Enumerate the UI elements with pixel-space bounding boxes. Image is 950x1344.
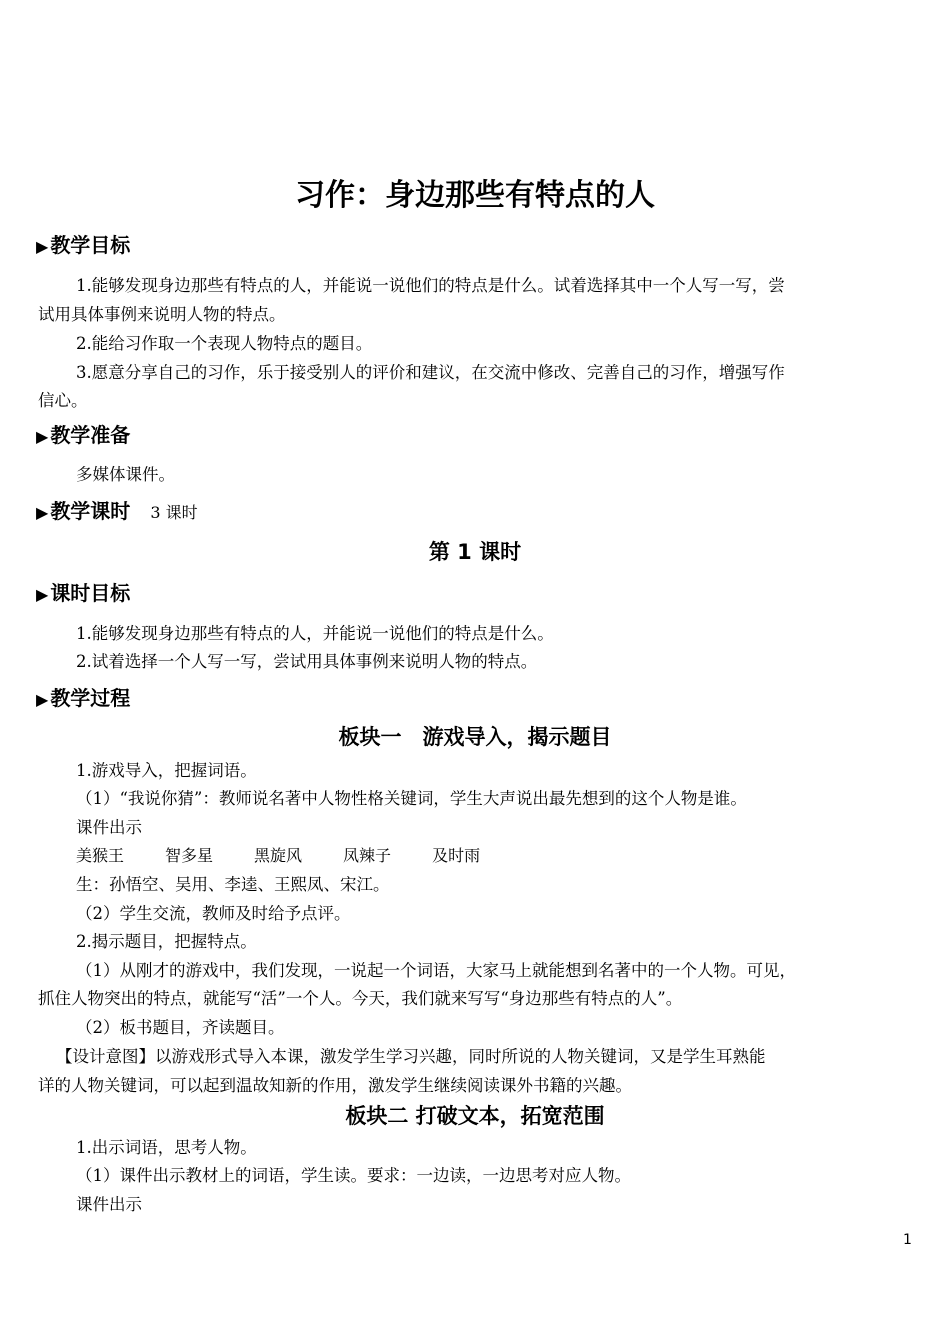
triangle-icon: ▶ bbox=[36, 427, 49, 446]
design-intent-line-1: 【设计意图】以游戏形式导入本课，激发学生学习兴趣，同时所说的人物关键词，又是学生耳熟能 bbox=[56, 1047, 766, 1066]
goal-line-2: 试用具体事例来说明人物的特点。 bbox=[38, 305, 286, 324]
keyword-item: 及时雨 bbox=[432, 846, 481, 865]
block2-line-3: 课件出示 bbox=[76, 1195, 142, 1214]
keyword-item: 美猴王 bbox=[76, 846, 125, 865]
block2-line-2: （1）课件出示教材上的词语，学生读。要求：一边读，一边思考对应人物。 bbox=[76, 1166, 631, 1185]
keyword-item: 智多星 bbox=[165, 846, 214, 865]
heading-label: 教学课时 bbox=[50, 499, 131, 523]
heading-label: 课时目标 bbox=[50, 581, 131, 605]
keyword-item: 黑旋风 bbox=[254, 846, 303, 865]
heading-label: 教学过程 bbox=[50, 686, 131, 710]
block1-line-6: 2.揭示题目，把握特点。 bbox=[76, 932, 257, 951]
block1-line-9: （2）板书题目，齐读题目。 bbox=[76, 1018, 285, 1037]
section-heading-hours bbox=[36, 498, 198, 526]
design-intent-line-2: 详的人物关键词，可以起到温故知新的作用，激发学生继续阅读课外书籍的兴趣。 bbox=[38, 1076, 632, 1095]
triangle-icon: ▶ bbox=[36, 503, 49, 522]
block1-line-3: 课件出示 bbox=[76, 818, 142, 837]
heading-label: 教学准备 bbox=[50, 423, 131, 447]
triangle-icon: ▶ bbox=[36, 237, 49, 256]
block1-answer: 生：孙悟空、吴用、李逵、王熙凤、宋江。 bbox=[76, 875, 390, 894]
keyword-item: 凤辣子 bbox=[343, 846, 392, 865]
goal-line-1: 1.能够发现身边那些有特点的人，并能说一说他们的特点是什么。试着选择其中一个人写一写，尝 bbox=[76, 276, 785, 295]
lesson-title: 第 1 课时 bbox=[428, 540, 522, 564]
page-number: 1 bbox=[903, 1232, 912, 1248]
section-heading-prep bbox=[36, 422, 130, 450]
section-heading-goals bbox=[36, 232, 130, 260]
section-heading-lesson-goals bbox=[36, 580, 130, 608]
page-title: 习作：身边那些有特点的人 bbox=[295, 178, 655, 213]
goal-line-4: 3.愿意分享自己的习作，乐于接受别人的评价和建议，在交流中修改、完善自己的习作，增强写作 bbox=[76, 363, 785, 382]
keyword-list bbox=[76, 846, 521, 866]
section-heading-process bbox=[36, 685, 130, 713]
block1-line-2: （1）“我说你猜”：教师说名著中人物性格关键词，学生大声说出最先想到的这个人物是谁。 bbox=[76, 789, 747, 808]
block1-title: 板块一 游戏导入，揭示题目 bbox=[338, 725, 612, 749]
block1-line-7: （1）从刚才的游戏中，我们发现，一说起一个词语，大家马上就能想到名著中的一个人物。可见， bbox=[76, 961, 796, 980]
block1-line-5: （2）学生交流，教师及时给予点评。 bbox=[76, 904, 351, 923]
goal-line-5: 信心。 bbox=[38, 391, 88, 410]
block2-line-1: 1.出示词语，思考人物。 bbox=[76, 1138, 257, 1157]
triangle-icon: ▶ bbox=[36, 585, 49, 604]
heading-label: 教学目标 bbox=[50, 233, 131, 257]
lesson-goal-1: 1.能够发现身边那些有特点的人，并能说一说他们的特点是什么。 bbox=[76, 624, 554, 643]
lesson-goal-2: 2.试着选择一个人写一写，尝试用具体事例来说明人物的特点。 bbox=[76, 652, 538, 671]
prep-text: 多媒体课件。 bbox=[76, 465, 175, 484]
goal-line-3: 2.能给习作取一个表现人物特点的题目。 bbox=[76, 334, 373, 353]
block2-title: 板块二 打破文本，拓宽范围 bbox=[345, 1104, 605, 1128]
block1-line-1: 1.游戏导入，把握词语。 bbox=[76, 761, 257, 780]
hours-value: 3 课时 bbox=[150, 503, 198, 522]
triangle-icon: ▶ bbox=[36, 690, 49, 709]
block1-line-8: 抓住人物突出的特点，就能写“活”一个人。今天，我们就来写写“身边那些有特点的人”。 bbox=[38, 989, 683, 1008]
